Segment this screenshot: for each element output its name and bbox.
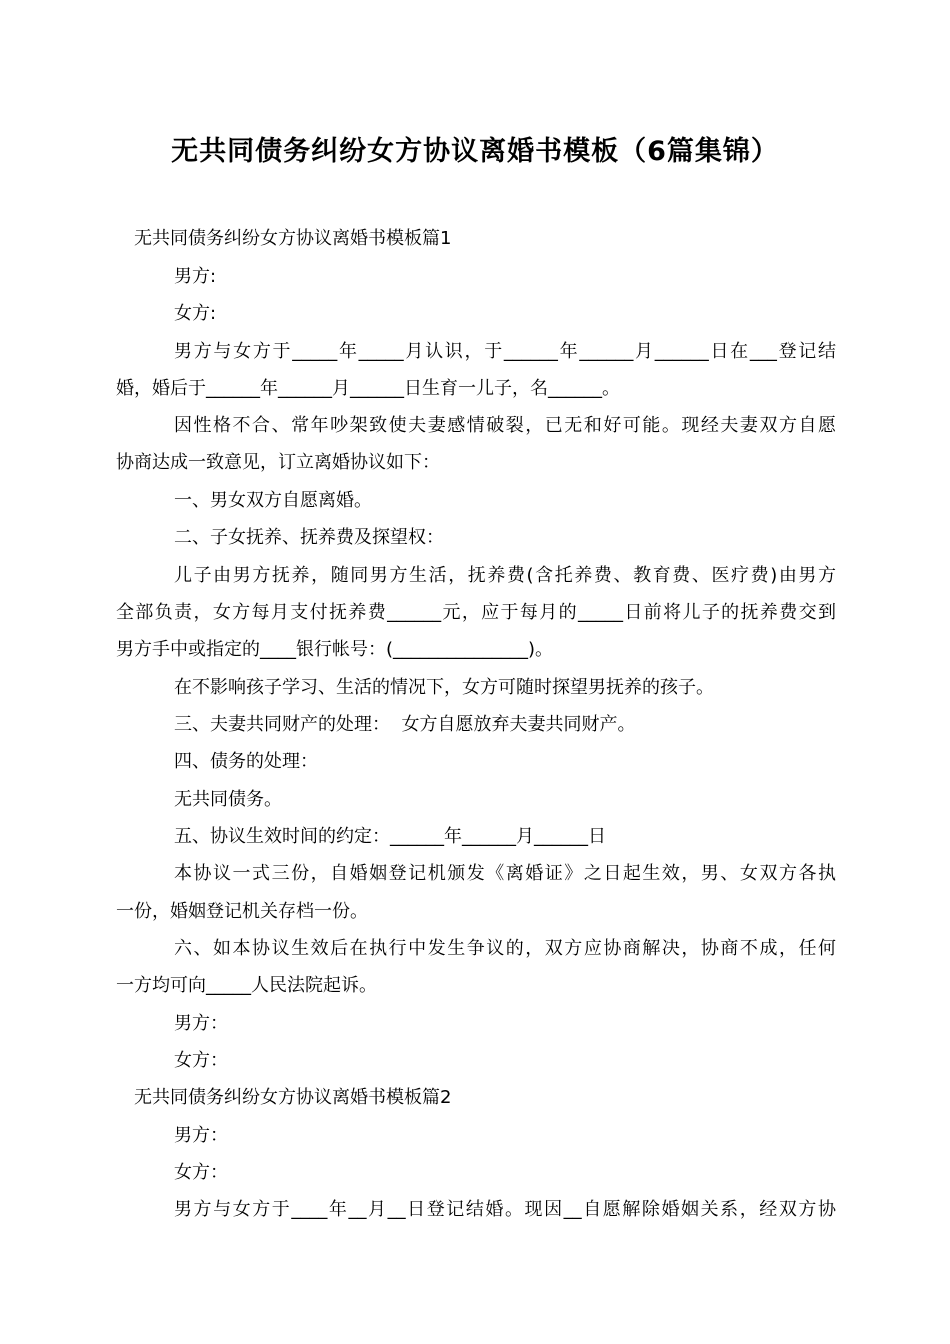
paragraph: 本协议一式三份，自婚姻登记机颁发《离婚证》之日起生效，男、女双方各执 bbox=[174, 863, 836, 884]
paragraph: 女方: bbox=[174, 303, 217, 324]
paragraph: 因性格不合、常年吵架致使夫妻感情破裂，已无和好可能。现经夫妻双方自愿 bbox=[174, 415, 836, 436]
section-heading-1: 无共同债务纠纷女方协议离婚书模板篇1 bbox=[134, 228, 452, 249]
paragraph: 在不影响孩子学习、生活的情况下，女方可随时探望男抚养的孩子。 bbox=[174, 677, 714, 698]
paragraph-continuation: 男方手中或指定的____银行帐号：(_______________)。 bbox=[116, 639, 554, 660]
paragraph: 四、债务的处理： bbox=[174, 751, 318, 772]
paragraph: 三、夫妻共同财产的处理： 女方自愿放弃夫妻共同财产。 bbox=[174, 714, 636, 735]
paragraph: 男方: bbox=[174, 266, 217, 287]
paragraph-continuation: 协商达成一致意见，订立离婚协议如下： bbox=[116, 452, 440, 473]
paragraph-continuation: 全部负责，女方每月支付抚养费______元，应于每月的_____日前将儿子的抚养费交到 bbox=[116, 602, 836, 623]
paragraph: 女方： bbox=[174, 1162, 228, 1183]
signature-line-female: 女方： bbox=[174, 1050, 228, 1071]
paragraph: 儿子由男方抚养，随同男方生活，抚养费(含托养费、教育费、医疗费)由男方 bbox=[174, 565, 836, 586]
paragraph-continuation: 婚，婚后于______年______月______日生育一儿子，名______。 bbox=[116, 378, 620, 399]
document-title: 无共同债务纠纷女方协议离婚书模板（6篇集锦） bbox=[171, 136, 779, 167]
paragraph: 男方： bbox=[174, 1125, 228, 1146]
paragraph: 六、如本协议生效后在执行中发生争议的，双方应协商解决，协商不成，任何 bbox=[174, 938, 836, 959]
section-heading-2: 无共同债务纠纷女方协议离婚书模板篇2 bbox=[134, 1087, 452, 1108]
paragraph: 一、男女双方自愿离婚。 bbox=[174, 490, 372, 511]
paragraph-continuation: 一份，婚姻登记机关存档一份。 bbox=[116, 901, 368, 922]
paragraph-continuation: 一方均可向_____人民法院起诉。 bbox=[116, 975, 377, 996]
signature-line-male: 男方： bbox=[174, 1013, 228, 1034]
paragraph: 男方与女方于_____年_____月认识，于______年______月______日在___登记结 bbox=[174, 341, 836, 362]
paragraph: 二、子女抚养、抚养费及探望权： bbox=[174, 527, 444, 548]
paragraph: 五、协议生效时间的约定：______年______月______日 bbox=[174, 826, 606, 847]
paragraph: 男方与女方于____年__月__日登记结婚。现因__自愿解除婚姻关系，经双方协 bbox=[174, 1199, 836, 1220]
paragraph: 无共同债务。 bbox=[174, 789, 282, 810]
